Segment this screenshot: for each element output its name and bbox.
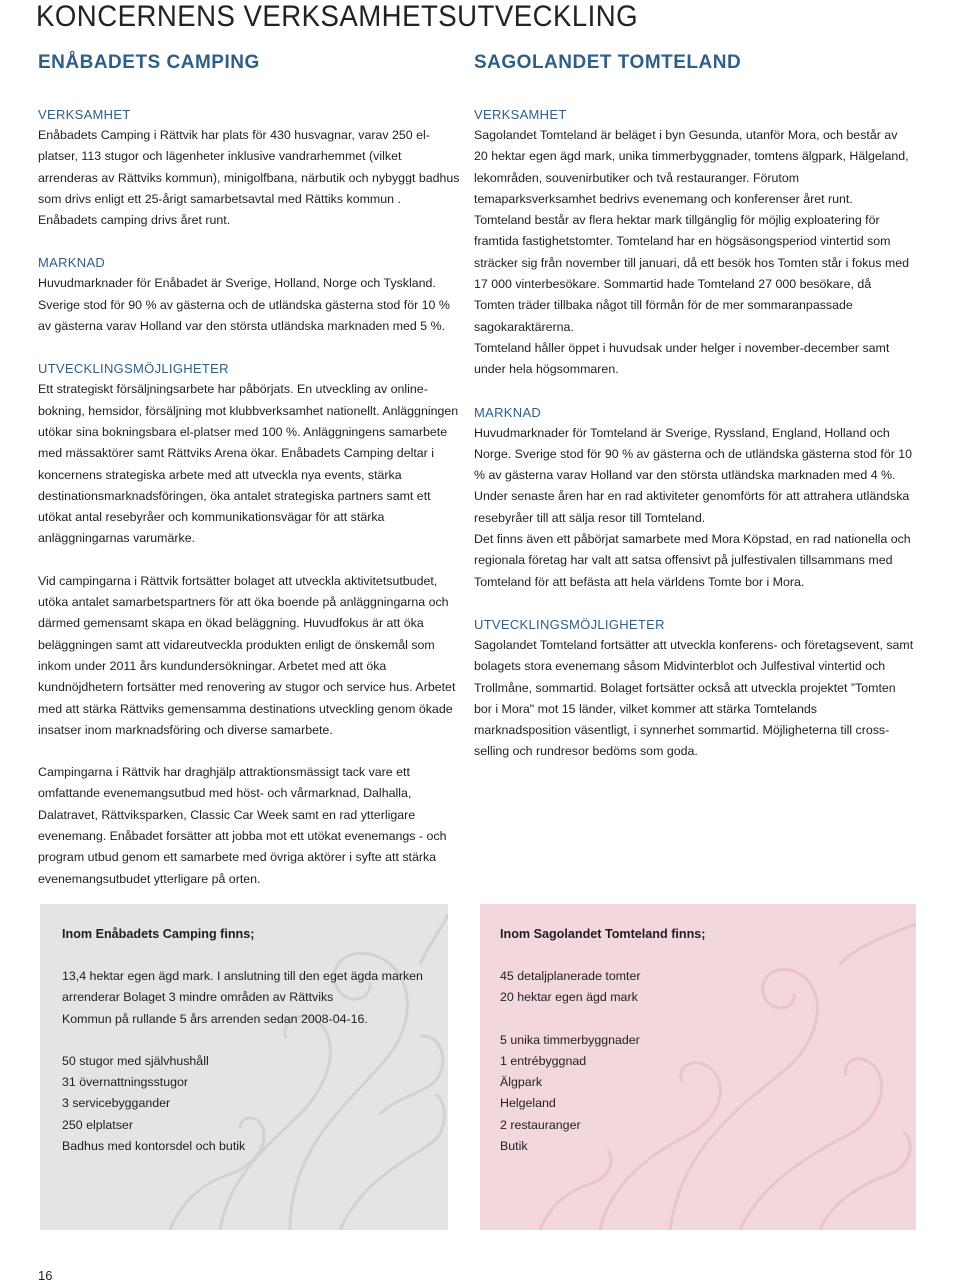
- right-box-line: 45 detaljplanerade tomter: [500, 969, 641, 983]
- right-utv-heading: UTVECKLINGSMÖJLIGHETER: [474, 616, 665, 632]
- right-verksamhet-heading: VERKSAMHET: [474, 107, 567, 122]
- left-box-line: 13,4 hektar egen ägd mark. I anslutning till den eget ägda marken: [62, 969, 423, 983]
- right-box-line: 2 restauranger: [500, 1117, 581, 1132]
- left-utv-text-2: Vid campingarna i Rättvik fortsätter bolaget att utveckla aktivitetsutbudet, utöka antalet samarbetspartners för att öka boende på anläggningarna och därmed gemensamt skapa en ökad beläggning. Huvudfokus är att öka beläggningen samt att vidareutveckla produkten enligt de önskemål som inkom under 2011 års kundundersökningar. Arbetet med att öka kundnöjdhetern fortsätter med renovering av stugor och service hus. Arbetet med att stärka Rättviks gemensamma destinations utveckling genom ökade insatser inom marknadsföring och diverse samarbete.: [38, 573, 456, 737]
- left-box-line: arrenderar Bolaget 3 mindre områden av Rättviks: [62, 990, 334, 1005]
- left-box-line: Kommun på rullande 5 års arrenden sedan 2008-04-16.: [62, 1011, 368, 1026]
- left-marknad-text-2: Sverige stod för 90 % av gästerna och de utländska gästerna stod för 10 % av gästerna varav Holland var den största utländska marknaden med 5 %.: [38, 297, 450, 334]
- right-box-line: Helgeland: [500, 1096, 556, 1111]
- enabadet-facts-box: [40, 904, 448, 1230]
- right-box-line: Älgpark: [500, 1075, 543, 1090]
- right-marknad-text-3: Det finns även ett påbörjat samarbete med Mora Köpstad, en rad nationella och regionala företag har valt att satsa offensivt på julfestivalen tillsammans med Tomteland för att befästa att hela världens Tomte bor i Mora.: [474, 532, 911, 589]
- left-box-line: 3 servicebyggander: [62, 1096, 171, 1111]
- left-utv-heading: UTVECKLINGSMÖJLIGHETER: [38, 361, 229, 377]
- tomteland-facts-box: [480, 904, 916, 1230]
- left-marknad-heading: MARKNAD: [38, 255, 106, 271]
- right-column-title: SAGOLANDET TOMTELAND: [474, 52, 742, 73]
- right-verksamhet-text-1: Sagolandet Tomteland är beläget i byn Gesunda, utanför Mora, och består av 20 hektar egen ägd mark, unika timmerbyggnader, tomtens älgpark, Hälgeland, lekområden, souvenirbutiker och två restauranger. Förutom temaparksverksamhet bedrivs evenemang och konferenser året runt.: [474, 128, 909, 206]
- left-box-title: Inom Enåbadets Camping finns;: [62, 927, 255, 941]
- left-utv-text-1: Ett strategiskt försäljningsarbete har påbörjats. En utveckling av online-bokning, hemsidor, försäljning mot klubbverksamhet nationellt. Anläggningen utökar sina bokningsbara el-platser med 100 %. Anläggningens samarbete med mässaktörer samt Rättviks Arena ökar. Enåbadets Camping deltar i koncernens strategiska arbete med att utveckla nya events, stärka destinationsmarknadsföringen, öka antalet strategiska partners samt ett utökat antal resebyråer och kommunikationsvägar för att stärka anläggningarnas varumärke.: [38, 382, 459, 546]
- right-marknad-heading: MARKNAD: [474, 404, 542, 420]
- left-marknad-text-1: Huvudmarknader för Enåbadet är Sverige, Holland, Norge och Tyskland.: [38, 276, 436, 291]
- right-box-line: 20 hektar egen ägd mark: [500, 990, 638, 1005]
- right-verksamhet-text-2: Tomteland består av flera hektar mark tillgänglig för möjlig exploatering för framtida fastighetstomter. Tomteland har en högsäsongsperiod vintertid som sträcker sig från november till januari, då ett besök hos Tomten står i fokus med 17 000 vinterbesökare. Sommartid hade Tomteland 27 000 besökare, då Tomten träder tillbaka något till förmån för de mer sommaranpassade sagokaraktärerna.: [474, 213, 910, 334]
- left-verksamhet-text: Enåbadets Camping i Rättvik har plats för 430 husvagnar, varav 250 el-platser, 113 stugor och lägenheter inklusive vandrarhemmet (vilket arrenderas av Rättviks kommun), minigolfbana, närbutik och nybyggt badhus som drivs enligt ett 25-årigt samarbetsavtal med Rättiks kommun . Enåbadets camping drivs året runt.: [38, 128, 460, 228]
- right-column: [474, 52, 914, 763]
- left-utv-text-3: Campingarna i Rättvik har draghjälp attraktionsmässigt tack vare ett omfattande evenemangsutbud med höst- och vårmarknad, Dalhalla, Dalatravet, Rättviksparken, Classic Car Week samt en rad ytterligare evenemang. Enåbadet forsätter att jobba mot ett utökat evenemangs - och program utbud genom ett samarbete med övriga aktörer i syfte att stärka evenemangsutbudet ytterligare på orten.: [38, 765, 447, 886]
- right-verksamhet-text-3: Tomteland håller öppet i huvudsak under helger i november-december samt under hela högsommaren.: [474, 340, 890, 377]
- right-utv-text: Sagolandet Tomteland fortsätter att utveckla konferens- och företagsevent, samt bolagets stora evenemang såsom Midvinterblot och Julfestival vintertid och Trollmåne, sommartid. Bolaget fortsätter också att utveckla projektet ”Tomten bor i Mora" mot 15 länder, vilket kommer att stärka Tomtelands marknadsposition väsentligt, i synnerhet sommartid. Möjligheterna till cross-selling och rundresor bedöms som goda.: [474, 637, 914, 759]
- page-number: 16: [38, 1268, 53, 1283]
- right-marknad-text-1: Huvudmarknader för Tomteland är Sverige, Ryssland, England, Holland och Norge. Sverige stod för 90 % av gästerna och de utländska gästerna stod för 10 % av gästerna varav Holland var den största utländska marknaden med 4 %.: [474, 425, 913, 483]
- left-column: [38, 52, 462, 890]
- left-box-line: 50 stugor med självhushåll: [62, 1053, 209, 1068]
- right-box-line: 1 entrébyggnad: [500, 1053, 587, 1068]
- right-box-title: Inom Sagolandet Tomteland finns;: [500, 927, 706, 941]
- left-box-line: 31 övernattningsstugor: [62, 1075, 189, 1090]
- page-title: KONCERNENS VERKSAMHETSUTVECKLING: [36, 0, 639, 33]
- left-verksamhet-heading: VERKSAMHET: [38, 107, 131, 122]
- right-marknad-text-2: Under senaste åren har en rad aktiviteter genomförts för att attrahera utländska resebyråer till att sälja resor till Tomteland.: [474, 489, 910, 525]
- left-box-line: Badhus med kontorsdel och butik: [62, 1139, 246, 1154]
- left-column-title: ENÅBADETS CAMPING: [38, 52, 260, 73]
- right-box-line: 5 unika timmerbyggnader: [500, 1032, 640, 1047]
- right-box-line: Butik: [500, 1139, 528, 1154]
- left-box-line: 250 elplatser: [62, 1117, 133, 1132]
